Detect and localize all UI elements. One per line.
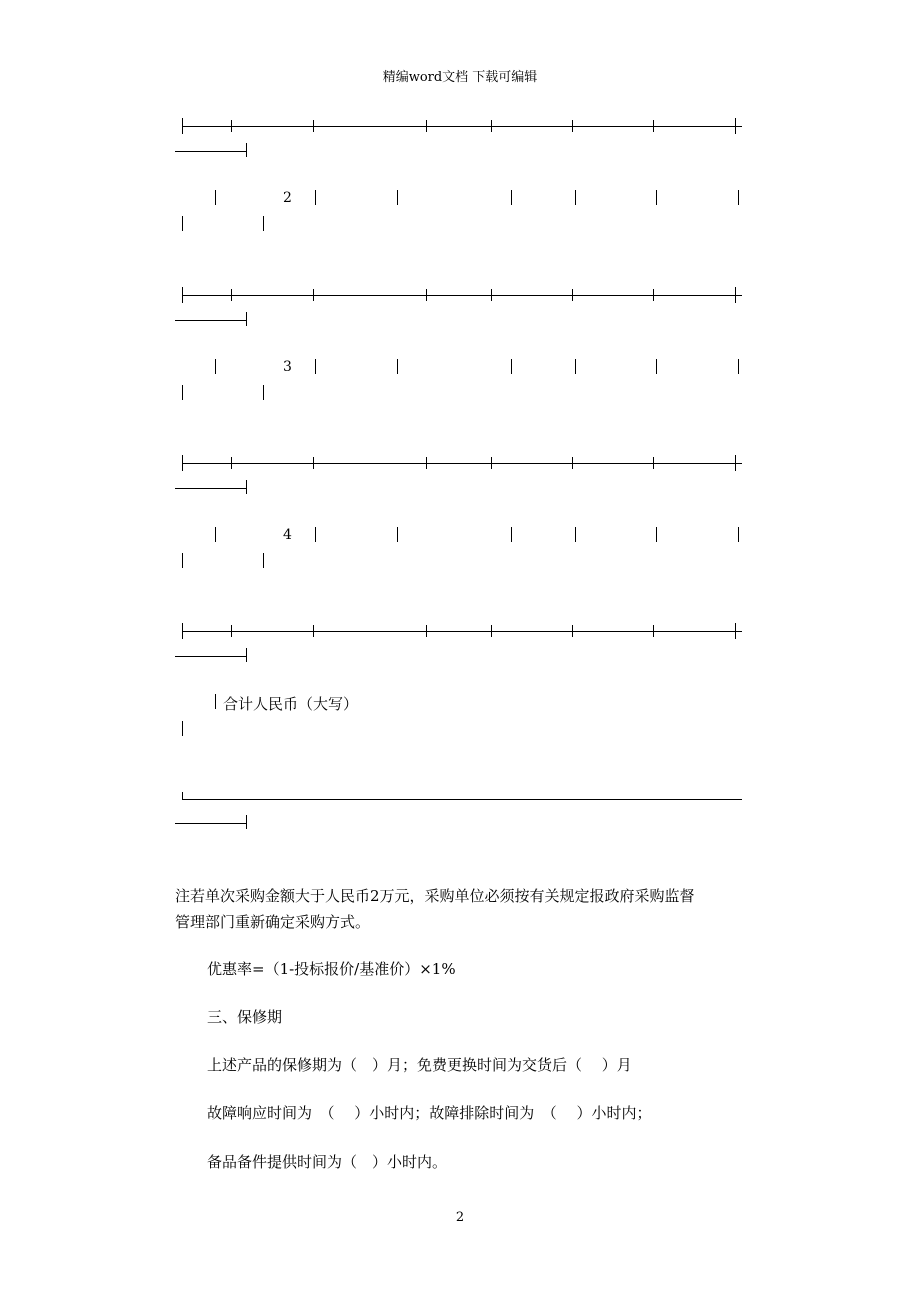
note-paragraph-line2: 管理部门重新确定采购方式。 (175, 913, 371, 931)
row-number: 2 (283, 190, 292, 206)
row-number: 3 (283, 359, 292, 375)
page-number: 2 (455, 1210, 465, 1225)
fault-response-line: 故障响应时间为 （ ）小时内；故障排除时间为 （ ）小时内； (207, 1104, 652, 1122)
page-header: 精编word文档 下载可编辑 (382, 70, 538, 85)
section-title: 三、保修期 (207, 1008, 283, 1026)
total-label: 合计人民币（大写） (223, 695, 359, 713)
discount-formula: 优惠率=（1-投标报价/基准价）×1% (207, 960, 456, 978)
row-number: 4 (283, 527, 292, 543)
spare-parts-line: 备品备件提供时间为（ ）小时内。 (207, 1153, 448, 1171)
warranty-period-line: 上述产品的保修期为（ ）月；免费更换时间为交货后（ ）月 (207, 1056, 632, 1074)
note-paragraph-line1: 注若单次采购金额大于人民币2万元，采购单位必须按有关规定报政府采购监督 (175, 887, 695, 905)
